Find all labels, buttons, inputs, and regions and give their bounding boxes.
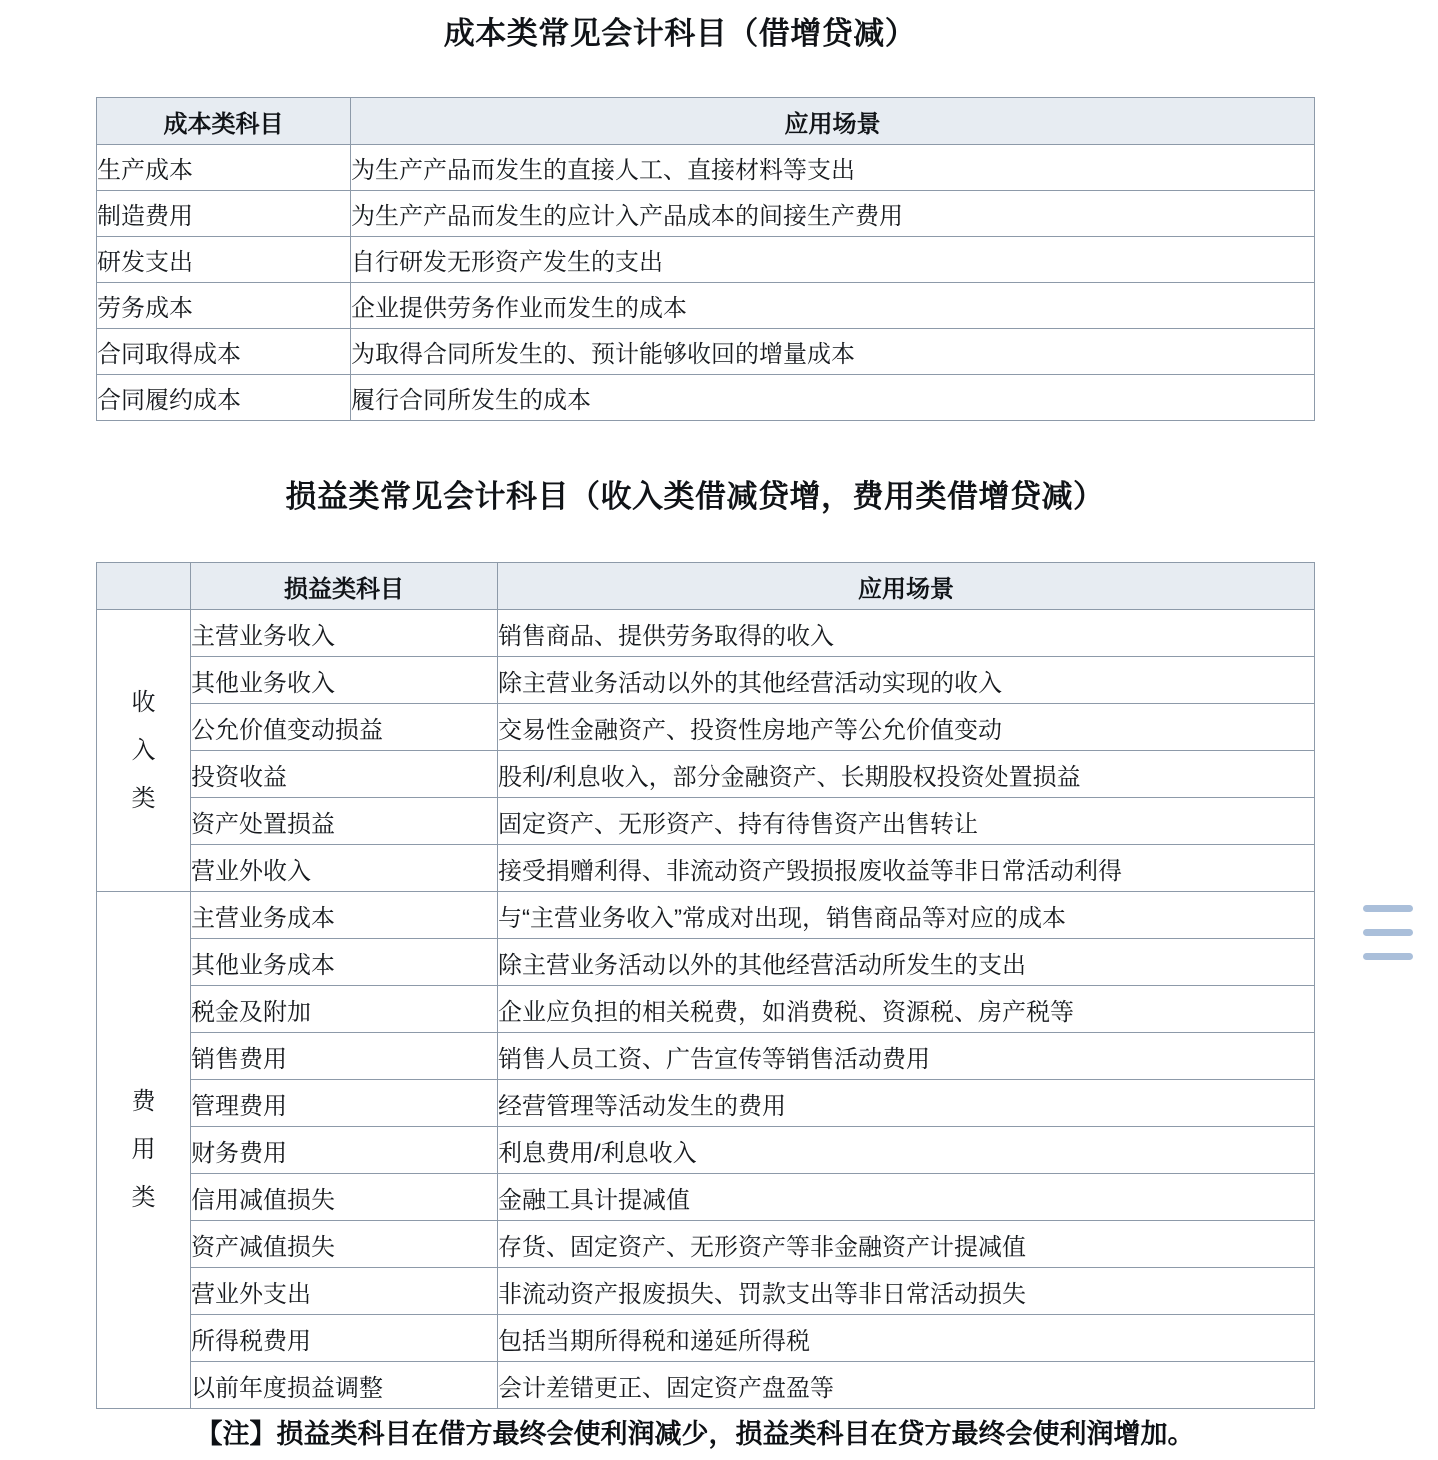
table-row — [97, 329, 1315, 375]
cost-subject-cell: 合同取得成本 — [97, 329, 351, 375]
cost-scenario-cell: 为生产产品而发生的应计入产品成本的间接生产费用 — [351, 191, 1315, 237]
handle-bar-2 — [1363, 929, 1413, 936]
table-row — [97, 751, 1315, 798]
table-row — [97, 610, 1315, 657]
pl-section-title: 损益类常见会计科目（收入类借减贷增，费用类借增贷减） — [285, 479, 1105, 514]
pl-group-label-income — [97, 610, 191, 892]
table-row — [97, 1127, 1315, 1174]
pl-subject-cell: 财务费用 — [191, 1127, 498, 1174]
pl-scenario-cell: 股利/利息收入，部分金融资产、长期股权投资处置损益 — [498, 751, 1315, 798]
cost-subject-cell: 制造费用 — [97, 191, 351, 237]
table-row — [97, 892, 1315, 939]
pl-accounts-table — [96, 562, 1315, 1409]
pl-scenario-cell: 非流动资产报废损失、罚款支出等非日常活动损失 — [498, 1268, 1315, 1315]
pl-subject-cell: 营业外支出 — [191, 1268, 498, 1315]
table-row — [97, 1080, 1315, 1127]
cost-scenario-cell: 为取得合同所发生的、预计能够收回的增量成本 — [351, 329, 1315, 375]
cost-subject-cell: 劳务成本 — [97, 283, 351, 329]
pl-group-label-expense — [97, 892, 191, 1409]
group-label-char: 费 — [131, 1088, 156, 1115]
cost-accounts-table — [96, 97, 1315, 421]
pl-subject-cell: 销售费用 — [191, 1033, 498, 1080]
pl-subject-cell: 所得税费用 — [191, 1315, 498, 1362]
pl-subject-cell: 其他业务收入 — [191, 657, 498, 704]
cost-scenario-cell: 自行研发无形资产发生的支出 — [351, 237, 1315, 283]
table-row — [97, 798, 1315, 845]
pl-scenario-cell: 经营管理等活动发生的费用 — [498, 1080, 1315, 1127]
pl-scenario-cell: 包括当期所得税和递延所得税 — [498, 1315, 1315, 1362]
table-row — [97, 1221, 1315, 1268]
table-row — [97, 283, 1315, 329]
cost-subject-cell: 研发支出 — [97, 237, 351, 283]
table-row — [97, 704, 1315, 751]
pl-scenario-cell: 存货、固定资产、无形资产等非金融资产计提减值 — [498, 1221, 1315, 1268]
col-header-cost-subject: 成本类科目 — [97, 98, 351, 145]
table-row — [97, 1315, 1315, 1362]
table-row — [97, 145, 1315, 191]
hamburger-handle-icon[interactable] — [1363, 905, 1413, 967]
pl-subject-cell: 主营业务收入 — [191, 610, 498, 657]
pl-subject-cell: 公允价值变动损益 — [191, 704, 498, 751]
pl-scenario-cell: 利息费用/利息收入 — [498, 1127, 1315, 1174]
cost-scenario-cell: 为生产产品而发生的直接人工、直接材料等支出 — [351, 145, 1315, 191]
pl-scenario-cell: 接受捐赠利得、非流动资产毁损报废收益等非日常活动利得 — [498, 845, 1315, 892]
pl-scenario-cell: 企业应负担的相关税费，如消费税、资源税、房产税等 — [498, 986, 1315, 1033]
group-label-char: 类 — [131, 784, 156, 812]
table-row — [97, 1268, 1315, 1315]
table-row — [97, 939, 1315, 986]
pl-scenario-cell: 会计差错更正、固定资产盘盈等 — [498, 1362, 1315, 1409]
pl-subject-cell: 税金及附加 — [191, 986, 498, 1033]
group-label-char: 入 — [131, 736, 156, 764]
pl-subject-cell: 投资收益 — [191, 751, 498, 798]
table-row — [97, 845, 1315, 892]
table-row — [97, 986, 1315, 1033]
pl-scenario-cell: 除主营业务活动以外的其他经营活动实现的收入 — [498, 657, 1315, 704]
cost-section-title: 成本类常见会计科目（借增贷减） — [443, 16, 917, 51]
col-header-cost-scenario: 应用场景 — [351, 98, 1315, 145]
pl-subject-cell: 主营业务成本 — [191, 892, 498, 939]
pl-scenario-cell: 销售人员工资、广告宣传等销售活动费用 — [498, 1033, 1315, 1080]
pl-subject-cell: 信用减值损失 — [191, 1174, 498, 1221]
cost-subject-cell: 生产成本 — [97, 145, 351, 191]
pl-scenario-cell: 金融工具计提减值 — [498, 1174, 1315, 1221]
pl-scenario-cell: 交易性金融资产、投资性房地产等公允价值变动 — [498, 704, 1315, 751]
table-header-row — [97, 563, 1315, 610]
handle-bar-3 — [1363, 953, 1413, 960]
pl-scenario-cell: 销售商品、提供劳务取得的收入 — [498, 610, 1315, 657]
group-label-char: 收 — [131, 688, 156, 716]
table-row — [97, 191, 1315, 237]
table-row — [97, 375, 1315, 421]
cost-subject-cell: 合同履约成本 — [97, 375, 351, 421]
group-label-char: 类 — [131, 1184, 156, 1211]
col-header-pl-subject: 损益类科目 — [191, 563, 498, 610]
table-row — [97, 1362, 1315, 1409]
pl-subject-cell: 以前年度损益调整 — [191, 1362, 498, 1409]
cost-scenario-cell: 履行合同所发生的成本 — [351, 375, 1315, 421]
table-row — [97, 237, 1315, 283]
pl-scenario-cell: 固定资产、无形资产、持有待售资产出售转让 — [498, 798, 1315, 845]
handle-bar-1 — [1363, 905, 1413, 912]
pl-scenario-cell: 与“主营业务收入”常成对出现，销售商品等对应的成本 — [498, 892, 1315, 939]
group-label-char: 用 — [131, 1136, 156, 1163]
pl-subject-cell: 资产处置损益 — [191, 798, 498, 845]
col-header-pl-scenario: 应用场景 — [498, 563, 1315, 610]
pl-subject-cell: 其他业务成本 — [191, 939, 498, 986]
table-row — [97, 1174, 1315, 1221]
footer-note: 【注】损益类科目在借方最终会使利润减少，损益类科目在贷方最终会使利润增加。 — [195, 1419, 1195, 1449]
pl-subject-cell: 营业外收入 — [191, 845, 498, 892]
cost-scenario-cell: 企业提供劳务作业而发生的成本 — [351, 283, 1315, 329]
col-header-pl-group — [97, 563, 191, 610]
table-header-row — [97, 98, 1315, 145]
pl-scenario-cell: 除主营业务活动以外的其他经营活动所发生的支出 — [498, 939, 1315, 986]
table-row — [97, 657, 1315, 704]
pl-subject-cell: 管理费用 — [191, 1080, 498, 1127]
pl-subject-cell: 资产减值损失 — [191, 1221, 498, 1268]
table-row — [97, 1033, 1315, 1080]
